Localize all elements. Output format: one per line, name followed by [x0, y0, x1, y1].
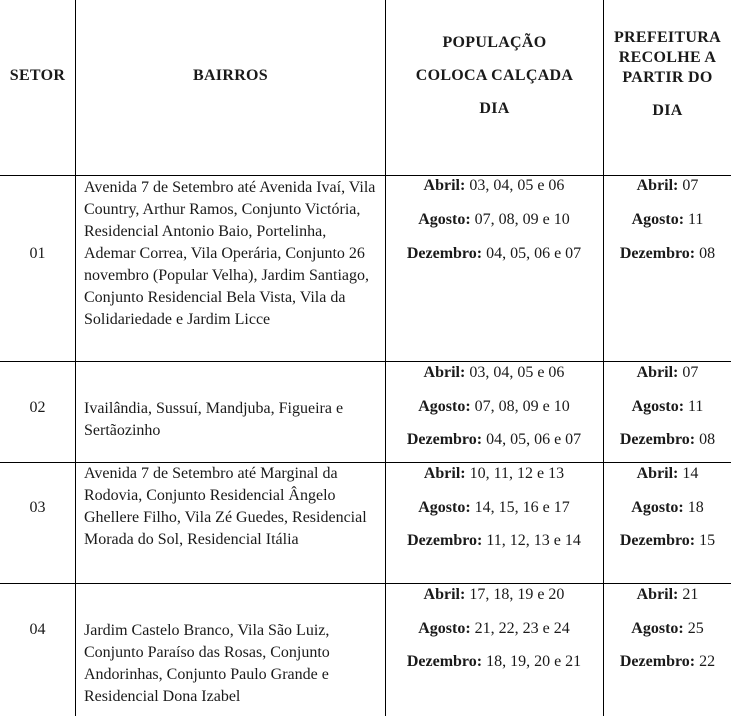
bairros-cell: Avenida 7 de Setembro até Marginal da Rodovia, Conjunto Residencial Ângelo Ghellere Filho, Vila Zé Guedes, Residencial Morada do Sol, Residencial Itália [84, 465, 367, 548]
prefeitura-date: Dezembro: 22 [619, 653, 716, 670]
setor-cell: 04 [29, 621, 46, 638]
prefeitura-date: Dezembro: 15 [619, 532, 716, 549]
column-divider [75, 0, 76, 716]
populacao-date: Agosto: 14, 15, 16 e 17 [418, 499, 570, 516]
prefeitura-date: Abril: 21 [636, 586, 699, 603]
populacao-date: Abril: 10, 11, 12 e 13 [423, 465, 565, 482]
prefeitura-date: Agosto: 18 [631, 499, 704, 516]
header-populacao [386, 26, 603, 125]
prefeitura-date: Agosto: 11 [631, 211, 704, 228]
populacao-date: Agosto: 07, 08, 09 e 10 [418, 398, 570, 415]
populacao-date: Dezembro: 18, 19, 20 e 21 [406, 653, 582, 670]
prefeitura-date: Dezembro: 08 [619, 245, 716, 262]
row-divider [0, 583, 731, 584]
populacao-date: Abril: 17, 18, 19 e 20 [423, 586, 565, 603]
header-prefeitura-line: PREFEITURA [613, 29, 721, 46]
header-populacao-line: COLOCA CALÇADA [415, 67, 574, 84]
header-prefeitura-line: PARTIR DO [622, 69, 713, 86]
header-prefeitura-line: DIA [652, 102, 683, 119]
setor-cell: 03 [29, 499, 46, 516]
bairros-cell: Avenida 7 de Setembro até Avenida Ivaí, Vila Country, Arthur Ramos, Conjunto Victória, Residencial Antonio Baio, Portelinha, Ademar Correa, Vila Operária, Conjunto 26 novembro (Popular Velha), Jardim Santiago, Conjunto Residencial Bela Vista, Vila da Solidariedade e Jardim Licce [84, 179, 376, 328]
header-populacao-line: POPULAÇÃO [442, 34, 547, 51]
populacao-date: Dezembro: 04, 05, 06 e 07 [406, 431, 582, 448]
populacao-date: Abril: 03, 04, 05 e 06 [423, 177, 565, 194]
row-divider [0, 361, 731, 362]
row-divider [0, 175, 731, 176]
populacao-date: Dezembro: 11, 12, 13 e 14 [407, 532, 581, 549]
header-setor: SETOR [9, 67, 66, 84]
bairros-cell: Ivailândia, Sussuí, Mandjuba, Figueira e Sertãozinho [84, 400, 344, 439]
populacao-date: Dezembro: 04, 05, 06 e 07 [406, 245, 582, 262]
prefeitura-date: Abril: 14 [636, 465, 699, 482]
populacao-date: Agosto: 21, 22, 23 e 24 [418, 620, 570, 637]
prefeitura-date: Abril: 07 [636, 364, 699, 381]
setor-cell: 01 [29, 245, 46, 262]
header-populacao-line: DIA [479, 100, 510, 117]
header-prefeitura-line: RECOLHE A [618, 49, 717, 66]
prefeitura-date: Agosto: 25 [631, 620, 704, 637]
populacao-date: Abril: 03, 04, 05 e 06 [423, 364, 565, 381]
header-bairros: BAIRROS [192, 67, 268, 84]
bairros-cell: Jardim Castelo Branco, Vila São Luiz, Conjunto Paraíso das Rosas, Conjunto Andorinhas, Conjunto Paulo Grande e Residencial Dona Izabel [84, 622, 330, 705]
populacao-date: Agosto: 07, 08, 09 e 10 [418, 211, 570, 228]
header-prefeitura [604, 28, 731, 121]
setor-cell: 02 [29, 399, 46, 416]
prefeitura-date: Dezembro: 08 [619, 431, 716, 448]
prefeitura-date: Agosto: 11 [631, 398, 704, 415]
prefeitura-date: Abril: 07 [636, 177, 699, 194]
